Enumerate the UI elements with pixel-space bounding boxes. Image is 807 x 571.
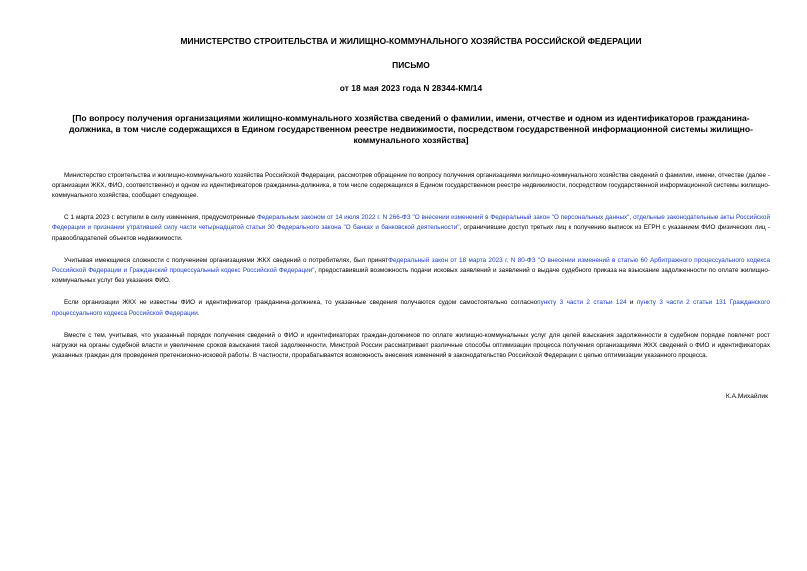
paragraph-intro: Министерство строительства и жилищно-коммунального хозяйства Российской Федерации, рассмотрев обращение по вопросу получения организациями жилищно-коммунального хозяйства сведений о фамилии, имени, отчестве (далее - организации ЖКХ, ФИО, соответственно) и одном из идентификаторов гражданина-должника, в том числе содержащихся в Едином государственном реестре недвижимости, посредством государственной информационной системы жилищно-коммунального хозяйства, сообщает следующее. bbox=[52, 171, 770, 200]
paragraph-optimization: Вместе с тем, учитывая, что указанный порядок получения сведений о ФИО и идентификаторах граждан-должников по оплате жилищно-коммунальных услуг для целей взыскания задолженности в судебном порядке повлечет рост нагрузки на органы судебной власти и увеличение сроков взыскания такой задолженности, Минстрой России рассматривает различные способы оптимизации процесса получения организациями ЖКХ сведений о ФИО и идентификаторах указанных граждан для проведения претензионно-исковой работы. В частности, прорабатывается возможность внесения изменений в законодательство Российской Федерации с целью оптимизации указанного процесса. bbox=[52, 331, 770, 360]
paragraph-law-266 bbox=[52, 213, 770, 244]
article-131-link[interactable]: пункту 3 части 2 статьи 131 Гражданского процессуального кодекса Российской Федерации bbox=[52, 299, 771, 317]
paragraph-text: Учитывая имеющиеся сложности с получением организациями ЖКХ сведений о потребителях, был принят bbox=[64, 256, 389, 264]
document-subject: [По вопросу получения организациями жилищно-коммунального хозяйства сведений о фамилии, имени, отчестве и одном из идентификаторов гражданина-должника, в том числе содержащихся в Едином государственном реестре недвижимости, посредством государственной информационной системы жилищно-коммунального хозяйства] bbox=[69, 113, 753, 146]
paragraph-text: . bbox=[197, 309, 200, 317]
document-date-number: от 18 мая 2023 года N 28344-КМ/14 bbox=[339, 83, 483, 93]
document-type: ПИСЬМО bbox=[392, 60, 430, 70]
law-80-fz-link[interactable]: Федеральный закон от 18 марта 2023 г. N 80-ФЗ "О внесении изменений в статью 60 Арбитражного процессуального кодекса Российской Федерации и Гражданский процессуальный кодекс Российской Федерации" bbox=[52, 256, 770, 275]
article-124-link[interactable]: пункту 3 части 2 статьи 124 bbox=[537, 299, 627, 307]
paragraph-text: С 1 марта 2023 г. вступили в силу изменения, предусмотренные bbox=[64, 214, 257, 222]
paragraph-text: , предоставивший возможность подачи исковых заявлений и заявлений о выдаче судебного приказа на взыскание задолженности по оплате жилищно-коммунальных услуг без указания ФИО. bbox=[52, 267, 770, 285]
paragraph-text: , ограничившие доступ третьих лиц к получению выписок из ЕГРН с указанием ФИО физических лиц - правообладателей объектов недвижимости. bbox=[52, 224, 770, 242]
law-266-fz-link[interactable]: Федеральным законом от 14 июля 2022 г. N 266-ФЗ "О внесении изменений в Федеральный закон "О персональных данных", отдельные законодательные акты Российской Федерации и признании утратившей силу части четырнадцатой статьи 30 Федерального закона "О банках и банковской деятельности" bbox=[52, 214, 770, 232]
paragraph-court-procedure bbox=[52, 298, 770, 318]
paragraph-law-80 bbox=[52, 256, 770, 287]
document-page bbox=[52, 30, 771, 400]
ministry-title: МИНИСТЕРСТВО СТРОИТЕЛЬСТВА И ЖИЛИЩНО-КОММУНАЛЬНОГО ХОЗЯЙСТВА РОССИЙСКОЙ ФЕДЕРАЦИИ bbox=[180, 36, 642, 46]
signature: К.А.Михайлик bbox=[725, 393, 768, 400]
paragraph-text: и bbox=[626, 299, 637, 307]
paragraph-text: Если организации ЖКХ не известны ФИО и идентификатор гражданина-должника, то указанные сведения получаются судом самостоятельно согласно bbox=[64, 299, 538, 307]
